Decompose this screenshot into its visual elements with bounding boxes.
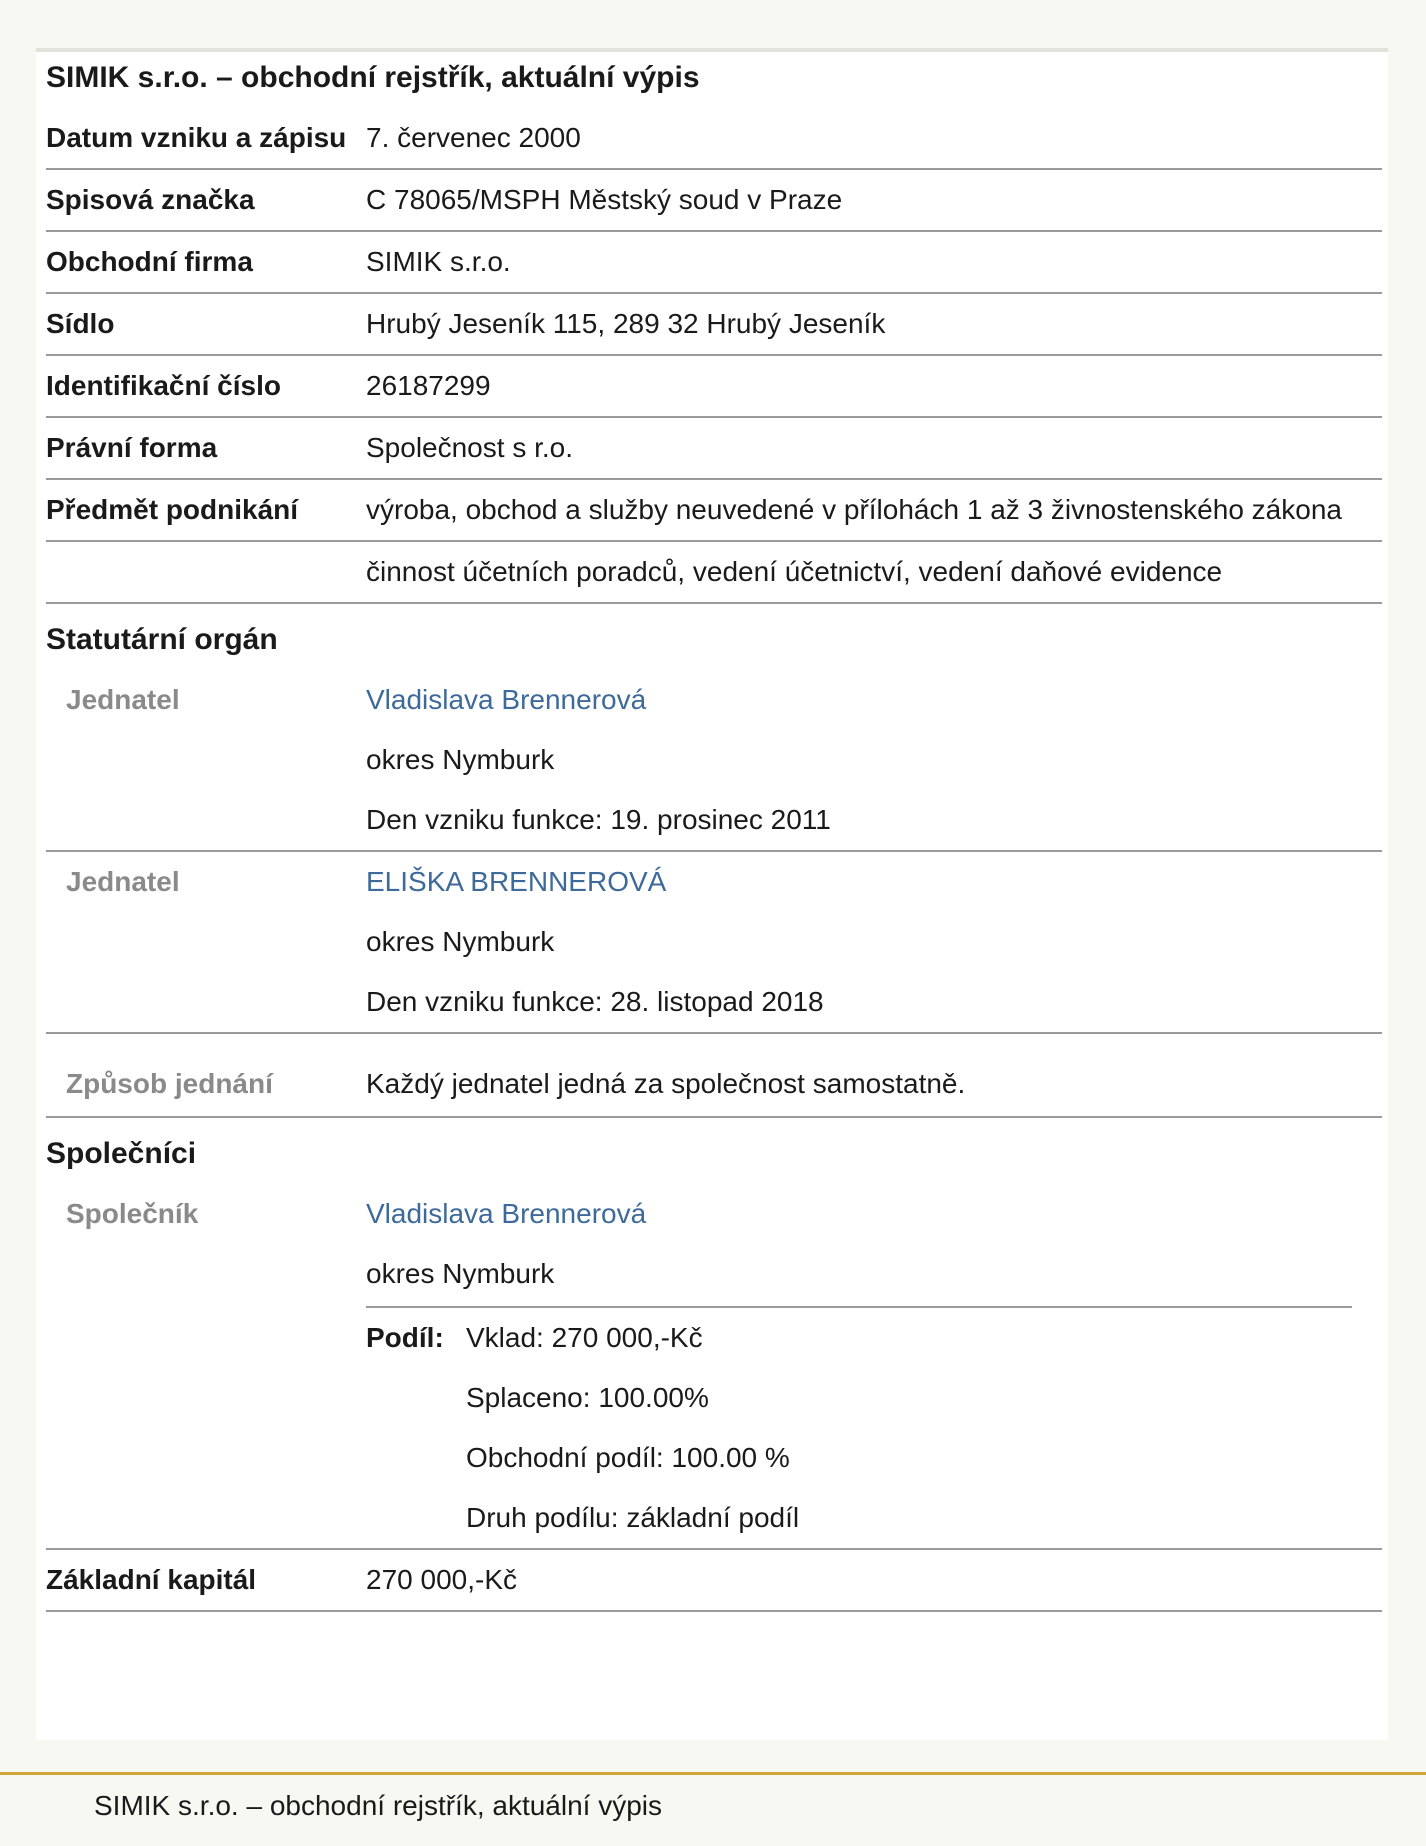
row-value: 270 000,-Kč [366, 1564, 517, 1595]
row-label: Předmět podnikání [46, 494, 299, 525]
section-statutarni-organ: Statutární orgán [46, 623, 278, 656]
partner-details [366, 1184, 1382, 1548]
member-role: Jednatel [66, 684, 180, 715]
share-label: Podíl: [366, 1322, 444, 1353]
share-line: Obchodní podíl: 100.00 % [466, 1442, 790, 1473]
row-value: Společnost s r.o. [366, 432, 574, 463]
zpusob-jednani-label: Způsob jednání [66, 1068, 273, 1099]
row-ico [46, 356, 1382, 418]
row-spisova-znacka [46, 170, 1382, 232]
member-since: Den vzniku funkce: 19. prosinec 2011 [366, 804, 831, 835]
row-value: činnost účetních poradců, vedení účetnictví, vedení daňové evidence [366, 556, 1223, 587]
member-role: Jednatel [66, 866, 180, 897]
row-predmet-podnikani-2 [46, 542, 1382, 604]
member-district: okres Nymburk [366, 926, 555, 957]
zpusob-jednani-value: Každý jednatel jedná za společnost samostatně. [366, 1068, 966, 1099]
row-label: Základní kapitál [46, 1564, 257, 1595]
row-datum [46, 108, 1382, 170]
member-district: okres Nymburk [366, 744, 555, 775]
row-value: C 78065/MSPH Městský soud v Praze [366, 184, 843, 215]
member-name-link[interactable]: Vladislava Brennerová [366, 684, 647, 715]
footer-title: SIMIK s.r.o. – obchodní rejstřík, aktuální výpis [94, 1790, 663, 1821]
row-predmet-podnikani [46, 480, 1382, 542]
partner-role: Společník [66, 1198, 199, 1229]
row-label: Sídlo [46, 308, 115, 339]
row-value: 7. červenec 2000 [366, 122, 581, 153]
row-label: Právní forma [46, 432, 218, 463]
section-spolecnici: Společníci [46, 1137, 197, 1170]
row-label [46, 542, 366, 602]
partner-district: okres Nymburk [366, 1258, 555, 1289]
row-label: Obchodní firma [46, 246, 253, 277]
share-line: Druh podílu: základní podíl [466, 1502, 800, 1533]
register-card [36, 48, 1388, 1740]
row-label: Datum vzniku a zápisu [46, 122, 347, 153]
share-line: Vklad: 270 000,-Kč [466, 1322, 703, 1353]
register-content [46, 52, 1382, 1612]
member-since: Den vzniku funkce: 28. listopad 2018 [366, 986, 824, 1017]
row-value: Hrubý Jeseník 115, 289 32 Hrubý Jeseník [366, 308, 886, 339]
member-row [46, 670, 1382, 852]
row-sidlo [46, 294, 1382, 356]
member-name-link[interactable]: ELIŠKA BRENNEROVÁ [366, 866, 667, 897]
row-obchodni-firma [46, 232, 1382, 294]
row-label: Spisová značka [46, 184, 255, 215]
row-pravni-forma [46, 418, 1382, 480]
page-footer [0, 1772, 1426, 1846]
row-zakladni-kapital [46, 1550, 1382, 1612]
partner-row [46, 1184, 1382, 1550]
row-label: Identifikační číslo [46, 370, 281, 401]
member-details [366, 670, 1382, 850]
share-box [366, 1306, 1352, 1548]
member-row [46, 852, 1382, 1034]
member-details [366, 852, 1382, 1032]
row-value: výroba, obchod a služby neuvedené v přílohách 1 až 3 živnostenského zákona [366, 494, 1342, 525]
zpusob-jednani-row [46, 1034, 1382, 1118]
share-details [466, 1308, 799, 1548]
share-line: Splaceno: 100.00% [466, 1382, 709, 1413]
partner-name-link[interactable]: Vladislava Brennerová [366, 1198, 647, 1229]
row-value: SIMIK s.r.o. [366, 246, 511, 277]
page-title: SIMIK s.r.o. – obchodní rejstřík, aktuální výpis [46, 61, 700, 94]
row-value: 26187299 [366, 370, 491, 401]
